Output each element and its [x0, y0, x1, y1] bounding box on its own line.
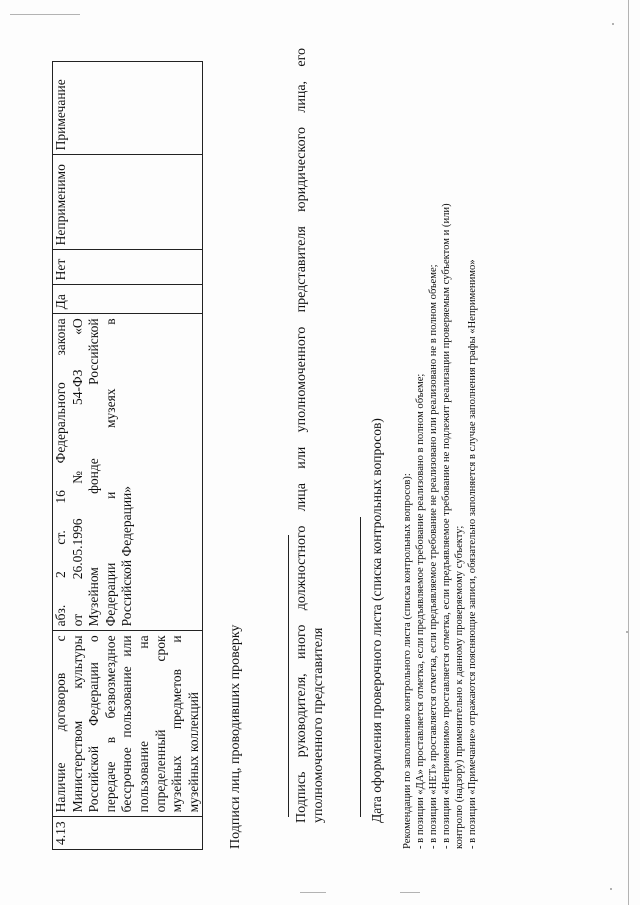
reference-line: от 26.05.1996 № 54-ФЗ «О — [69, 318, 85, 627]
reference-line: абз. 2 ст. 16 Федерального закона — [53, 318, 68, 627]
yes-column-header: Да — [53, 285, 203, 314]
scan-speck — [612, 23, 614, 25]
date-line — [360, 517, 361, 817]
requirement-line: Наличие договоров с — [53, 635, 68, 813]
leader-signature-label — [293, 48, 327, 823]
not-applicable-column-header: Неприменимо — [53, 155, 203, 250]
requirement-line: передаче в безвозмездное — [102, 635, 118, 813]
row-number: 4.13 — [53, 817, 203, 850]
requirement-line: бессрочное пользование или — [119, 635, 135, 813]
requirement-line: Российской Федерации о — [86, 635, 102, 813]
leader-signature-line: уполномоченного представителя — [311, 627, 326, 823]
reference-line: Музейном фонде Российской — [86, 318, 102, 627]
no-column-header: Нет — [53, 250, 203, 285]
scan-edge-line — [10, 14, 80, 15]
requirement-line: Министерством культуры — [69, 635, 85, 813]
date-label: Дата оформления проверочного листа (списка контрольных вопросов) — [369, 418, 384, 823]
recommendation-line: - в позиции «Примечание» отражаются поясняющие записи, обязательно заполняется в случае заполнения графы «Неприменимо» — [467, 259, 478, 849]
legal-reference-cell — [53, 314, 203, 631]
leader-signature-line: Подпись руководителя, иного должностного лица или уполномоченного представителя юридического лица, его — [294, 48, 309, 823]
requirement-line: определенный срок — [152, 635, 168, 813]
scan-edge-line — [628, 0, 629, 905]
requirement-line: музейных коллекций — [185, 691, 201, 813]
requirement-line: пользование на — [135, 635, 151, 813]
recommendation-line: - в позиции «НЕТ» проставляется отметка, если предъявляемое требование не реализовано или реализовано не в полном объеме; — [428, 264, 439, 849]
checklist-table — [52, 61, 203, 850]
note-column-header: Примечание — [53, 62, 203, 155]
recommendation-line: контролю (надзору) применительно к данному проверяемому субъекту; — [454, 525, 465, 849]
recommendation-line: - в позиции «ДА» проставляется отметка, если предъявляемое требование реализовано в полном объеме; — [415, 373, 426, 849]
recommendations-block — [401, 29, 479, 849]
recommendation-line: Рекомендации по заполнению контрольного листа (списка контрольных вопросов): — [402, 473, 413, 849]
recommendation-line: - в позиции «Неприменимо» проставляется отметка, если предъявляемое требование не подлежит реализации проверяемым субъектом и (или) — [441, 203, 452, 849]
scan-speck — [610, 888, 612, 890]
requirement-line: музейных предметов и — [169, 635, 185, 813]
scan-speck — [626, 631, 628, 633]
inspectors-signature-label: Подписи лиц, проводивших проверку — [228, 624, 243, 849]
scan-edge-line — [400, 892, 420, 893]
reference-line: Российской Федерации» — [119, 485, 135, 627]
reference-line: Федерации и музеях в — [102, 318, 118, 627]
scan-edge-line — [300, 892, 326, 893]
table-row — [53, 62, 203, 850]
signature-line — [288, 535, 289, 817]
requirement-cell — [53, 631, 203, 817]
